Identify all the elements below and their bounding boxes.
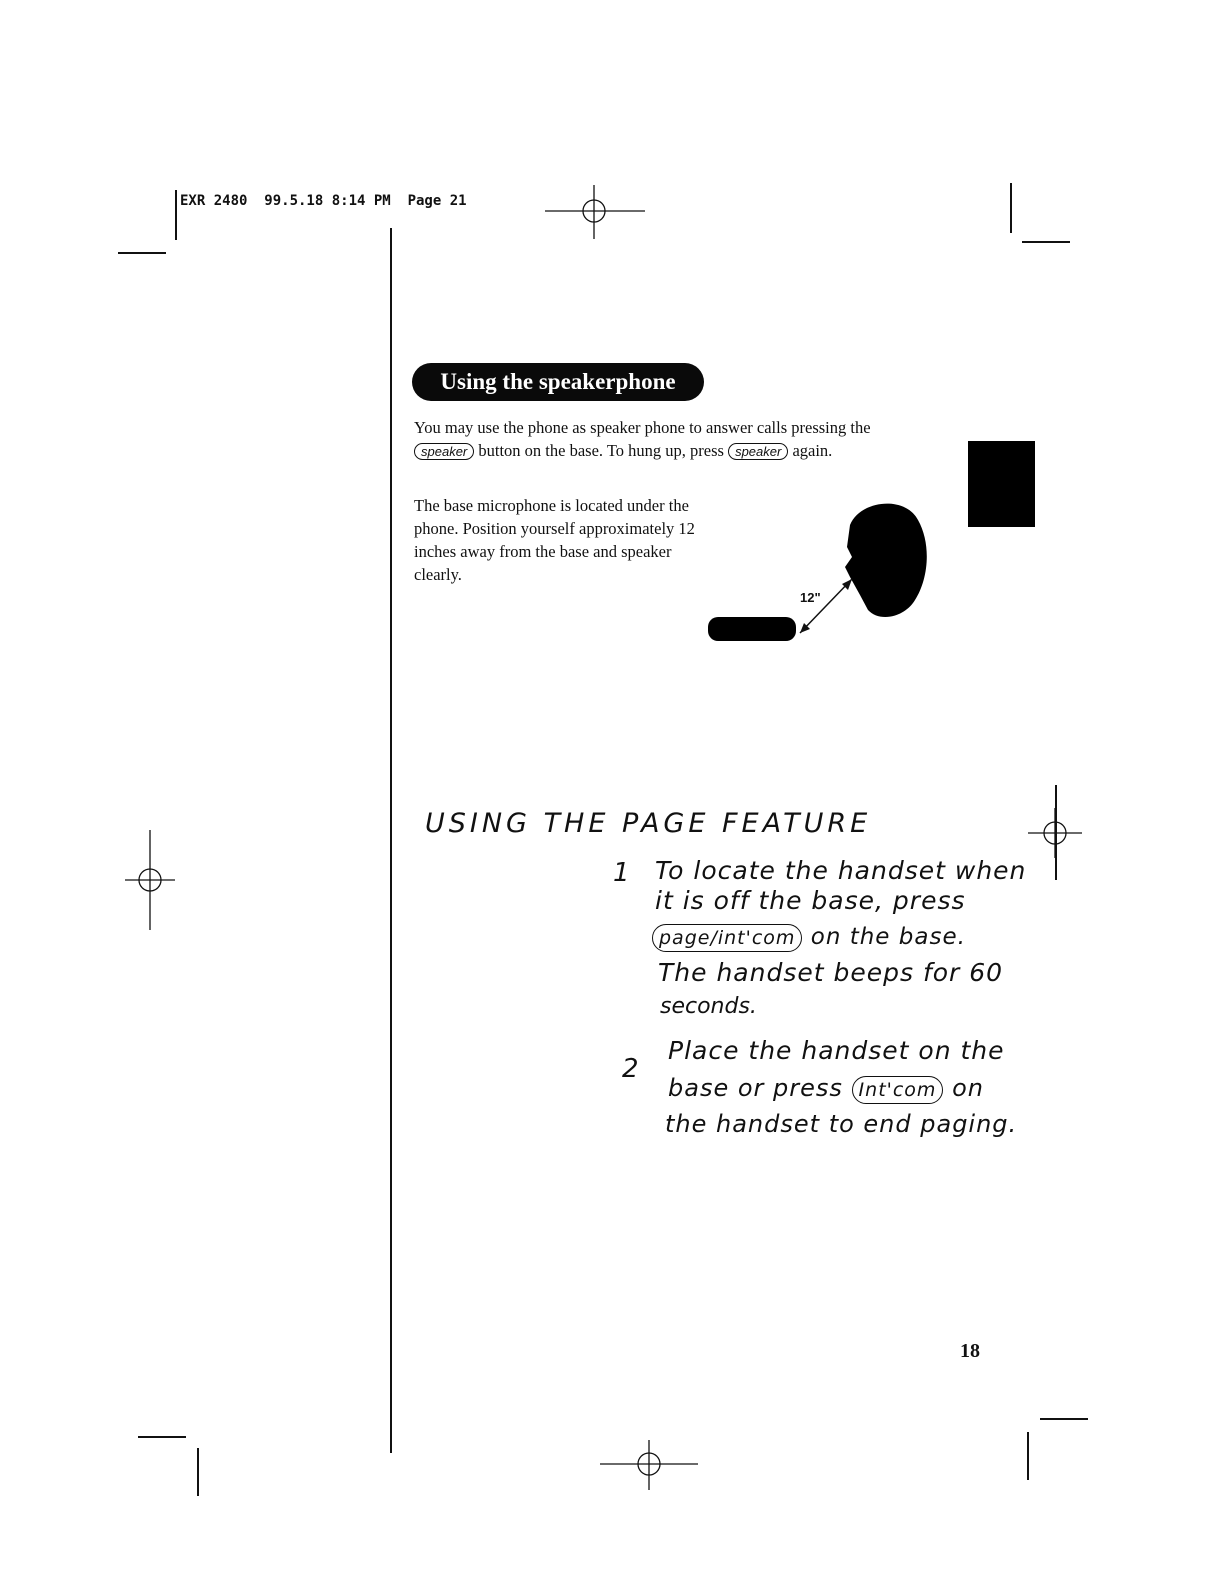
speakerphone-distance-illustration (700, 495, 940, 655)
para1-text-b: button on the base. To hung up, press (478, 441, 724, 460)
registration-mark-bottom (600, 1440, 698, 1490)
step2-line3: the handset to end paging. (665, 1110, 1018, 1138)
page-intercom-key-icon: page/int'com (652, 924, 802, 952)
step1-number: 1 (613, 858, 630, 888)
step2-line2 (668, 1074, 984, 1104)
section-title: Using the speakerphone (412, 363, 704, 401)
step2-line1: Place the handset on the (668, 1036, 1005, 1065)
registration-mark-right (1028, 808, 1082, 858)
registration-mark-top (545, 185, 645, 239)
speaker-key-icon-2: speaker (728, 443, 788, 460)
step1-line3 (652, 924, 966, 952)
microphone-paragraph: The base microphone is located under the phone. Position yourself approximately 12 inches away from the base and speaker clearly. (414, 496, 695, 584)
para1-text-c: again. (792, 441, 833, 460)
speakerphone-paragraph (414, 416, 904, 462)
speaker-key-icon: speaker (414, 443, 474, 460)
para1-text-a: You may use the phone as speaker phone to answer calls pressing the (414, 418, 871, 437)
step2-number: 2 (622, 1054, 639, 1084)
chapter-thumb-tab (968, 441, 1035, 527)
distance-arrow (800, 579, 852, 633)
print-slug: EXR 2480 99.5.18 8:14 PM Page 21 (180, 193, 467, 209)
step2-line2-text-b: on (952, 1074, 984, 1102)
phone-base-shape (708, 617, 796, 641)
column-rule (390, 228, 392, 1453)
step1-line4: The handset beeps for 60 (658, 958, 1004, 987)
step1-line3-text: on the base. (810, 924, 966, 950)
intercom-key-icon: Int'com (852, 1076, 944, 1104)
step1-line1: To locate the handset when (655, 856, 1027, 885)
head-silhouette (845, 504, 927, 617)
step1-line2: it is off the base, press (655, 886, 966, 915)
distance-label: 12" (800, 590, 821, 605)
step1-line5: seconds. (660, 994, 757, 1019)
registration-mark-left (125, 830, 175, 930)
step2-line2-text-a: base or press (668, 1074, 843, 1102)
page-number: 18 (960, 1340, 980, 1362)
handwritten-title: USING THE PAGE FEATURE (425, 808, 872, 839)
